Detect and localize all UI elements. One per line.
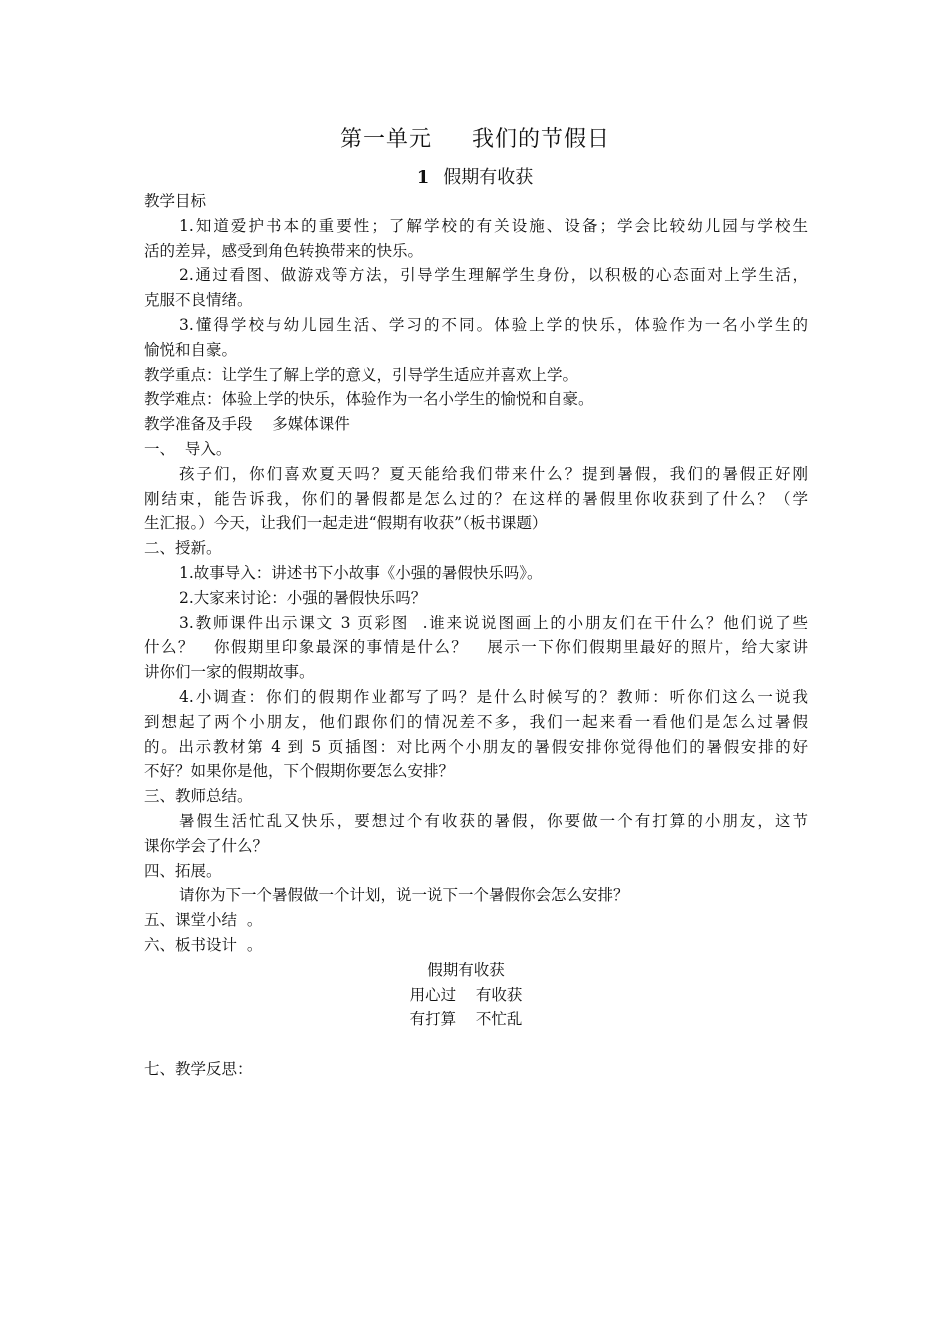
board-design-line: 用心过 有收获 xyxy=(409,985,523,1004)
section-heading-objectives: 教学目标 xyxy=(144,192,207,210)
lesson-plan-body xyxy=(144,189,808,1082)
paragraph-line: 3.懂得学校与幼儿园生活、学习的不同。体验上学的快乐，体验作为一名小学生的 xyxy=(179,315,808,334)
paragraph-line: 课你学会了什么？ xyxy=(144,836,269,855)
paragraph-line: 3.教师课件出示课文 3 页彩图 .谁来说说图画上的小朋友们在干什么？他们说了些 xyxy=(179,613,808,632)
paragraph-line: 2.大家来讨论：小强的暑假快乐吗？ xyxy=(179,588,427,607)
paragraph-line: 请你为下一个暑假做一个计划，说一说下一个暑假你会怎么安排？ xyxy=(179,886,629,905)
section-heading-new-lesson: 二、授新。 xyxy=(144,539,222,558)
section-heading-extension: 四、拓展。 xyxy=(144,861,222,880)
lesson-number: 1 xyxy=(416,167,430,188)
paragraph-line: 1.故事导入：讲述书下小故事《小强的暑假快乐吗》。 xyxy=(179,563,543,582)
paragraph-line: 生汇报。）今天，让我们一起走进“假期有收获”（板书课题） xyxy=(144,514,548,533)
paragraph-line: 4.小调查：你们的假期作业都写了吗？是什么时候写的？教师：听你们这么一说我 xyxy=(179,687,808,706)
section-heading-reflection: 七、教学反思： xyxy=(144,1059,253,1078)
preparation-line: 教学准备及手段 多媒体课件 xyxy=(144,415,350,434)
paragraph-line: 什么？ 你假期里印象最深的事情是什么？ 展示一下你们假期里最好的照片，给大家讲 xyxy=(144,638,808,657)
difficulties-line: 教学难点：体验上学的快乐，体验作为一名小学生的愉悦和自豪。 xyxy=(144,390,594,409)
paragraph-line: 刚结束，能告诉我，你们的暑假都是怎么过的？在这样的暑假里你收获到了什么？（学 xyxy=(144,489,808,508)
paragraph-line: 的。出示教材第 4 到 5 页插图：对比两个小朋友的暑假安排你觉得他们的暑假安排的好 xyxy=(144,737,808,756)
paragraph-line: 1.知道爱护书本的重要性；了解学校的有关设施、设备；学会比较幼儿园与学校生 xyxy=(179,216,808,235)
section-heading-summary: 三、教师总结。 xyxy=(144,787,253,806)
paragraph-line: 讲你们一家的假期故事。 xyxy=(144,663,315,682)
paragraph-line: 暑假生活忙乱又快乐，要想过个有收获的暑假，你要做一个有打算的小朋友，这节 xyxy=(179,811,808,830)
board-design-title: 假期有收获 xyxy=(427,960,505,979)
section-heading-board-design: 六、板书设计 。 xyxy=(144,935,263,954)
board-design-line: 有打算 不忙乱 xyxy=(409,1010,523,1029)
blank-line xyxy=(144,1032,808,1057)
lesson-title-row xyxy=(0,163,950,189)
paragraph-line: 孩子们，你们喜欢夏天吗？夏天能给我们带来什么？提到暑假，我们的暑假正好刚 xyxy=(179,464,808,483)
paragraph-line: 活的差异，感受到角色转换带来的快乐。 xyxy=(144,241,424,260)
paragraph-line: 到想起了两个小朋友，他们跟你们的情况差不多，我们一起来看一看他们是怎么过暑假 xyxy=(144,712,808,731)
unit-title: 第一单元 我们的节假日 xyxy=(340,127,610,152)
section-heading-intro: 一、 导入。 xyxy=(144,439,232,458)
paragraph-line: 不好？如果你是他，下个假期你要怎么安排？ xyxy=(144,762,455,781)
lesson-title: 假期有收获 xyxy=(443,167,534,188)
section-heading-class-summary: 五、课堂小结 。 xyxy=(144,911,263,930)
paragraph-line: 克服不良情绪。 xyxy=(144,291,253,310)
paragraph-line: 愉悦和自豪。 xyxy=(144,340,238,359)
key-points-line: 教学重点：让学生了解上学的意义，引导学生适应并喜欢上学。 xyxy=(144,365,579,384)
paragraph-line: 2.通过看图、做游戏等方法，引导学生理解学生身份，以积极的心态面对上学生活， xyxy=(179,266,808,285)
